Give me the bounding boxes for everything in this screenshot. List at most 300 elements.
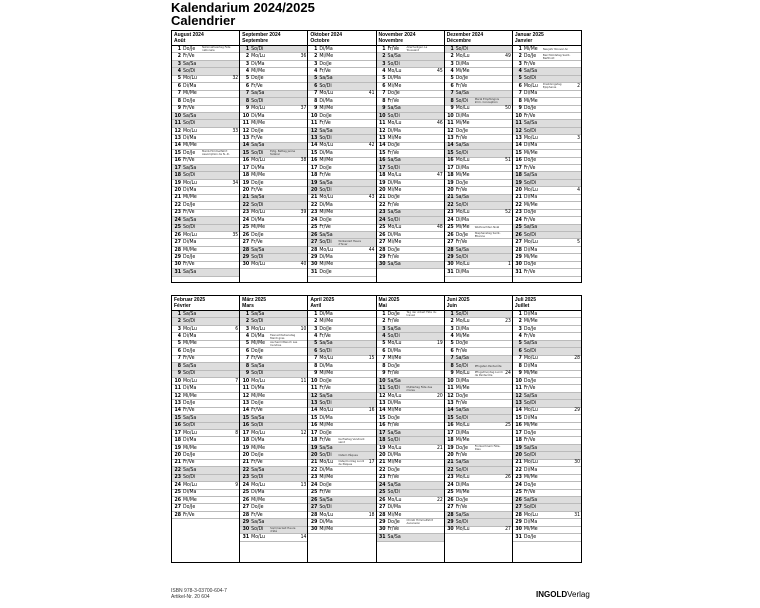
day-number: 21 [379,194,386,201]
day-number: 4 [518,333,522,340]
day-number: 14 [515,142,522,149]
weekday: Do/Je [319,216,332,223]
holiday-note: Allerheiligen La Toussaint [406,45,428,53]
weekday: Mo/Lu [183,231,197,238]
weekday: Mo/Lu [523,355,538,362]
day-number: 1 [518,310,522,317]
weekday: Mo/Lu [387,120,402,127]
day-number: 13 [174,134,181,141]
weekday: Do/Je [251,399,264,406]
day-number: 1 [177,45,181,52]
weekday: Do/Je [523,325,537,332]
weekday: So/Di [455,201,468,208]
footer-isbn-block [171,588,227,600]
weekday: Di/Ma [387,75,401,82]
day-number: 5 [518,340,522,347]
day-number: 7 [450,90,454,97]
month-header [377,31,444,46]
weekday: So/Di [523,347,537,354]
day-number: 31 [379,533,386,540]
day-number: 29 [310,253,318,260]
day-number: 3 [450,60,454,67]
day-number: 17 [242,429,250,436]
isbn-text: ISBN 978-3-03700-604-7 [171,588,227,594]
day-number: 26 [174,496,181,503]
day-number: 10 [379,112,386,119]
weekday: Fr/Ve [319,224,331,231]
month-name-de: September 2024 [242,32,281,38]
day-number: 20 [310,187,318,194]
weekday: Do/Je [455,496,468,503]
holiday-note: Pfingstmontag Lundi de Pentecôte [474,369,503,377]
week-number: 23 [505,318,511,325]
day-number: 22 [174,466,181,473]
weekday: Sa/Sa [387,429,401,436]
day-number: 21 [310,459,318,466]
week-number: 12 [300,429,307,436]
day-number: 14 [447,407,454,414]
weekday: Sa/Sa [183,112,197,119]
month-column [445,31,513,282]
day-number: 17 [174,164,181,171]
day-number: 25 [515,489,522,496]
day-number: 2 [450,318,454,325]
day-number: 29 [447,253,454,260]
month-column [172,31,240,282]
day-number: 6 [450,82,454,89]
month-name-de: April 2025 [310,297,335,303]
week-number: 1 [507,261,511,268]
holiday-note: Aschermittwoch Les Cendres [270,339,298,347]
month-header [445,296,512,311]
day-number: 15 [242,414,250,421]
day-number: 21 [379,459,386,466]
weekday: Di/Ma [319,45,333,52]
day-number: 11 [515,385,522,392]
weekday: Sa/Sa [387,105,401,112]
day-number: 26 [447,496,454,503]
day-number: 15 [310,414,318,421]
day-number: 10 [447,112,454,119]
day-number: 26 [310,231,318,238]
weekday: Mo/Lu [523,239,538,246]
holiday-note: Christi Himmelfahrt Ascension [406,518,433,526]
weekday: Do/Je [455,231,468,238]
day-number: 2 [518,53,522,60]
day-number: 30 [310,261,318,268]
day-number: 18 [447,437,454,444]
weekday: Di/Ma [183,333,197,340]
day-number: 30 [447,526,454,533]
day-number: 30 [242,261,250,268]
weekday: Mo/Lu [387,340,402,347]
weekday: Mo/Lu [251,157,266,164]
weekday: Fr/Ve [251,187,263,194]
weekday: Mo/Lu [455,370,470,377]
weekday: Fr/Ve [387,45,399,52]
weekday: Mi/Me [455,333,470,340]
month-name-fr: Février [174,303,191,309]
weekday: So/Di [523,504,537,511]
weekday: Mo/Lu [523,407,538,414]
day-number: 9 [245,105,250,112]
day-number: 12 [242,127,250,134]
weekday: Do/Je [183,347,196,354]
holiday-note: Sommerzeit Heure d'été [270,525,296,533]
day-number: 26 [447,231,454,238]
day-number: 17 [174,429,181,436]
weekday: Di/Ma [523,194,538,201]
day-number: 28 [515,246,522,253]
weekday: Mi/Me [455,437,470,444]
weekday: Di/Ma [183,82,197,89]
day-number: 10 [379,377,386,384]
weekday: Do/Je [319,481,332,488]
day-number: 14 [174,407,181,414]
day-number: 9 [450,105,454,112]
weekday: Sa/Sa [387,325,401,332]
day-number: 5 [382,75,386,82]
weekday: Mi/Me [319,474,334,481]
week-number: 9 [235,481,239,488]
month-header [172,31,239,46]
weekday: Fr/Ve [455,187,468,194]
day-number: 28 [447,246,454,253]
month-name-fr: Avril [310,303,322,309]
month-column [513,31,581,282]
weekday: Fr/Ve [387,318,399,325]
day-number: 22 [515,201,522,208]
day-number: 21 [174,194,181,201]
day-number: 9 [518,105,522,112]
weekday: Do/Je [387,246,400,253]
day-number: 20 [447,187,454,194]
weekday: Mo/Lu [455,53,470,60]
month-name-de: November 2024 [378,32,416,38]
day-number: 18 [174,172,181,179]
day-number: 4 [382,333,386,340]
weekday: Fr/Ve [251,407,263,414]
day-number: 5 [177,340,181,347]
day-number: 20 [515,187,522,194]
day-number: 16 [447,157,454,164]
weekday: Di/Ma [523,142,538,149]
day-row [240,262,307,269]
weekday: Di/Ma [455,164,470,171]
day-number: 7 [245,90,250,97]
week-number: 5 [577,239,581,246]
week-number: 11 [300,377,307,384]
weekday: Mi/Me [387,355,402,362]
weekday: Fr/Ve [183,53,195,60]
weekday: Fr/Ve [183,511,195,518]
day-number: 2 [177,318,181,325]
weekday: Fr/Ve [319,68,331,75]
day-number: 31 [515,533,522,540]
week-number: 25 [505,422,511,429]
month-header [240,296,307,311]
weekday: Di/Ma [319,97,333,104]
day-number: 11 [379,120,386,127]
week-number: 43 [368,194,375,201]
weekday: Mo/Lu [251,105,266,112]
weekday: So/Di [251,45,264,52]
day-number: 27 [515,239,522,246]
weekday: Do/Je [523,53,537,60]
weekday: So/Di [251,149,264,156]
holiday-note: Pfingsten Pentecôte [474,363,502,368]
weekday: Fr/Ve [319,333,331,340]
day-number: 19 [447,179,454,186]
weekday: Sa/Sa [523,224,538,231]
weekday: Sa/Sa [251,310,265,317]
month-header [445,31,512,46]
month-column [377,31,445,282]
weekday: Fr/Ve [319,120,331,127]
day-number: 13 [242,399,250,406]
weekday: Mo/Lu [455,318,470,325]
day-number: 6 [382,347,386,354]
day-number: 10 [515,377,522,384]
day-number: 28 [242,511,250,518]
weekday: Di/Ma [387,231,401,238]
week-number: 34 [232,179,239,186]
day-number: 14 [379,142,386,149]
weekday: Sa/Sa [523,444,538,451]
weekday: Fr/Ve [319,172,331,179]
weekday: Fr/Ve [319,385,331,392]
day-number: 28 [174,511,181,518]
day-number: 25 [242,489,250,496]
day-number: 9 [245,370,250,377]
month-header [308,296,375,311]
weekday: Do/Je [455,340,468,347]
week-number: 51 [505,157,511,164]
weekday: Di/Ma [183,437,197,444]
day-number: 8 [450,97,454,104]
week-number: 40 [300,261,307,268]
day-number: 29 [379,253,386,260]
weekday: Do/Je [523,429,537,436]
day-number: 13 [447,399,454,406]
weekday: So/Di [455,149,468,156]
weekday: So/Di [523,452,537,459]
weekday: Sa/Sa [455,142,469,149]
weekday: Mi/Me [387,187,402,194]
title-line-1: Kalendarium 2024/2025 [171,0,315,15]
weekday: Fr/Ve [387,526,399,533]
weekday: Do/Je [523,157,537,164]
week-number: 35 [232,231,239,238]
weekday: Do/Je [319,325,332,332]
weekday: Do/Je [183,45,196,52]
day-number: 4 [382,68,386,75]
weekday: So/Di [183,318,196,325]
day-number: 12 [310,392,318,399]
day-number: 27 [242,239,250,246]
day-number: 4 [314,68,318,75]
weekday: Mi/Me [183,392,197,399]
weekday: Mo/Lu [183,377,197,384]
weekday: Fr/Ve [251,134,263,141]
month-name-fr: Mars [242,303,254,309]
weekday: Mi/Me [251,392,265,399]
day-number: 23 [174,474,181,481]
weekday: Do/Je [319,60,332,67]
weekday: So/Di [319,239,332,246]
weekday: So/Di [251,422,264,429]
day-number: 1 [245,45,250,52]
weekday: So/Di [523,399,537,406]
week-number: 32 [232,75,239,82]
weekday: Di/Ma [387,399,401,406]
weekday: Di/Ma [387,347,401,354]
weekday: Mo/Lu [251,209,266,216]
holiday-note: Tag der Arbeit Fête du travail [406,310,437,318]
day-number: 3 [177,325,181,332]
title-line-2: Calendrier [171,13,236,28]
weekday: Do/Je [183,149,196,156]
weekday: Sa/Sa [251,90,265,97]
day-number: 3 [314,325,318,332]
month-name-de: Oktober 2024 [310,32,343,38]
weekday: Sa/Sa [455,459,469,466]
day-number: 16 [242,157,250,164]
day-number: 16 [310,157,318,164]
day-number: 18 [515,172,522,179]
day-number: 12 [174,127,181,134]
day-number: 11 [174,385,181,392]
weekday: So/Di [183,120,196,127]
day-number: 17 [310,164,318,171]
weekday: Fr/Ve [523,489,536,496]
weekday: Mi/Me [523,370,538,377]
weekday: So/Di [387,164,400,171]
day-number: 15 [310,149,318,156]
day-number: 5 [314,75,318,82]
weekday: Mo/Lu [183,75,197,82]
day-number: 29 [310,518,318,525]
weekday: Mi/Me [251,496,265,503]
day-number: 4 [518,68,522,75]
day-number: 5 [177,75,181,82]
week-number: 39 [300,209,307,216]
weekday: Do/Je [183,504,196,511]
day-number: 28 [447,511,454,518]
weekday: Di/Ma [319,201,333,208]
weekday: Di/Ma [319,466,333,473]
weekday: Sa/Sa [387,53,401,60]
weekday: Mi/Me [455,224,470,231]
day-number: 19 [174,444,181,451]
day-number: 2 [245,53,250,60]
day-number: 18 [447,172,454,179]
weekday: Sa/Sa [183,164,197,171]
day-number: 8 [518,362,522,369]
day-number: 16 [447,422,454,429]
weekday: Di/Ma [319,310,333,317]
week-number: 27 [505,526,511,533]
day-number: 24 [174,481,181,488]
day-number: 6 [518,347,522,354]
weekday: Sa/Sa [183,414,197,421]
weekday: Fr/Ve [455,239,468,246]
day-number: 18 [310,437,318,444]
day-number: 7 [314,355,318,362]
day-number: 8 [177,97,181,104]
day-number: 4 [177,333,181,340]
holiday-note: Neujahr Nouvel An [542,46,569,51]
weekday: Sa/Sa [183,216,197,223]
day-number: 17 [379,164,386,171]
weekday: Sa/Sa [523,392,538,399]
day-number: 20 [242,452,250,459]
day-number: 4 [450,333,454,340]
day-number: 23 [242,474,250,481]
day-number: 20 [447,452,454,459]
weekday: Fr/Ve [183,407,195,414]
day-number: 12 [515,392,522,399]
weekday: Do/Je [387,194,400,201]
weekday: Do/Je [183,399,196,406]
month-column [172,296,240,562]
day-number: 19 [174,179,181,186]
day-number: 29 [174,253,181,260]
day-number: 25 [379,489,386,496]
weekday: Mo/Lu [455,422,470,429]
day-number: 18 [515,437,522,444]
weekday: Mi/Me [387,511,402,518]
month-column [240,296,308,562]
weekday: Mo/Lu [183,179,197,186]
weekday: Sa/Sa [455,90,469,97]
month-column [377,296,445,562]
day-number: 29 [242,253,250,260]
day-number: 24 [379,481,386,488]
day-number: 21 [447,459,454,466]
day-number: 30 [242,526,250,533]
holiday-note: Fasnachtsdienstag Mardi gras [270,332,296,340]
holiday-note: Fronleichnam Fête-Dieu [474,444,501,452]
day-number: 26 [174,231,181,238]
weekday: So/Di [251,318,264,325]
weekday: Do/Je [251,231,264,238]
week-number: 50 [505,105,511,112]
weekday: Di/Ma [251,112,265,119]
day-row [377,262,444,269]
day-row [308,527,375,534]
day-number: 1 [382,310,386,317]
weekday: Sa/Sa [251,194,265,201]
weekday: Mo/Lu [455,105,470,112]
weekday: So/Di [387,333,400,340]
weekday: Sa/Sa [183,466,197,473]
weekday: So/Di [319,399,332,406]
week-number: 49 [505,53,511,60]
day-number: 17 [242,164,250,171]
day-number: 22 [310,201,318,208]
weekday: Sa/Sa [387,481,401,488]
weekday: Mi/Me [251,120,265,127]
weekday: Mo/Lu [319,459,334,466]
weekday: So/Di [455,362,468,369]
weekday: Do/Je [455,392,468,399]
day-number: 28 [515,511,522,518]
weekday: Di/Ma [251,333,265,340]
weekday: Mi/Me [387,239,402,246]
weekday: Mo/Lu [387,496,402,503]
weekday: Do/Je [523,261,537,268]
